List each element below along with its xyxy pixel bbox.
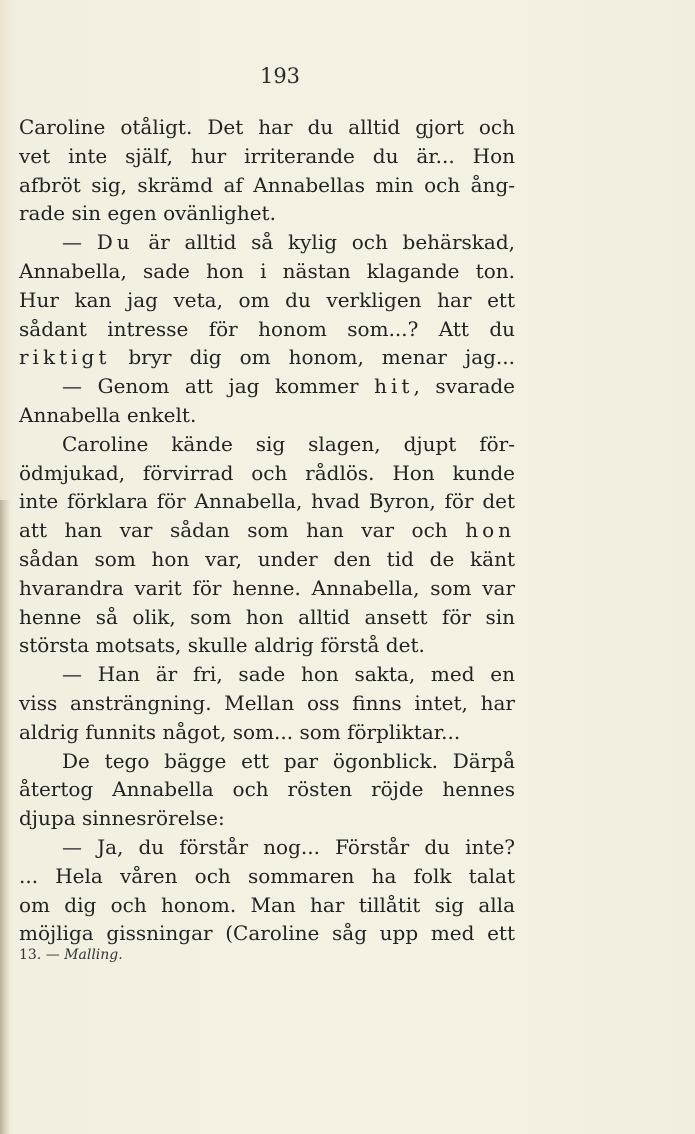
- text-line: afbröt sig, skrämd af Annabellas min och ång-: [19, 172, 515, 197]
- text-line: henne så olik, som hon alltid ansett för sin: [19, 604, 515, 629]
- spine-shadow: [0, 500, 10, 1134]
- text-line: inte förklara för Annabella, hvad Byron, för det: [19, 489, 515, 514]
- text-line: De tego bägge ett par ögonblick. Därpå: [62, 748, 515, 773]
- emphasized-word: Du: [96, 230, 134, 255]
- signature-dash: —: [45, 947, 60, 963]
- text-line: Caroline kände sig slagen, djupt för-: [62, 431, 515, 456]
- text-line: ödmjukad, förvirrad och rådlös. Hon kunde: [19, 460, 515, 485]
- text-line: rade sin egen ovänlighet.: [19, 201, 276, 226]
- body-text: [19, 113, 515, 948]
- text-line: att han var sådan som han var och hon: [19, 518, 515, 543]
- text-line: Hur kan jag veta, om du verkligen har ett: [19, 287, 515, 312]
- text-line: hvarandra varit för henne. Annabella, som var: [19, 575, 515, 600]
- emphasized-word: riktigt: [19, 345, 111, 370]
- emphasized-word: hon: [465, 518, 515, 543]
- text-line: sådan som hon var, under den tid de känt: [19, 546, 515, 571]
- text-line: viss ansträngning. Mellan oss finns intet, har: [19, 690, 515, 715]
- text-line: sådant intresse för honom som...? Att du: [19, 316, 515, 341]
- text-line: Annabella enkelt.: [19, 402, 197, 427]
- text-line: — Ja, du förstår nog... Förstår du inte?: [62, 834, 515, 859]
- text-line: Caroline otåligt. Det har du alltid gjort och: [19, 115, 515, 139]
- text-line: största motsats, skulle aldrig förstå det.: [19, 633, 425, 658]
- text-line: aldrig funnits något, som... som förpliktar...: [19, 719, 461, 744]
- text-line: Annabella, sade hon i nästan klagande ton.: [19, 258, 515, 283]
- footer-signature: [19, 947, 123, 963]
- emphasized-word: hit: [374, 374, 414, 399]
- text-line: vet inte själf, hur irriterande du är... Hon: [19, 143, 515, 168]
- text-line: återtog Annabella och rösten röjde hennes: [19, 777, 515, 802]
- signature-number: 13.: [19, 947, 42, 963]
- text-line: ... Hela våren och sommaren ha folk talat: [19, 863, 515, 888]
- page-number: 193: [259, 64, 301, 88]
- text-line: om dig och honom. Man har tillåtit sig alla: [19, 892, 515, 917]
- text-line: djupa sinnesrörelse:: [19, 806, 225, 831]
- text-line: — Han är fri, sade hon sakta, med en: [62, 662, 515, 687]
- text-line: — Genom att jag kommer hit, svarade: [62, 374, 516, 399]
- text-line: möjliga gissningar (Caroline såg upp med ett: [19, 921, 515, 946]
- signature-title: Malling.: [64, 947, 123, 963]
- text-line: riktigt bryr dig om honom, menar jag...: [19, 345, 515, 370]
- text-line: — Du är alltid så kylig och behärskad,: [62, 230, 515, 255]
